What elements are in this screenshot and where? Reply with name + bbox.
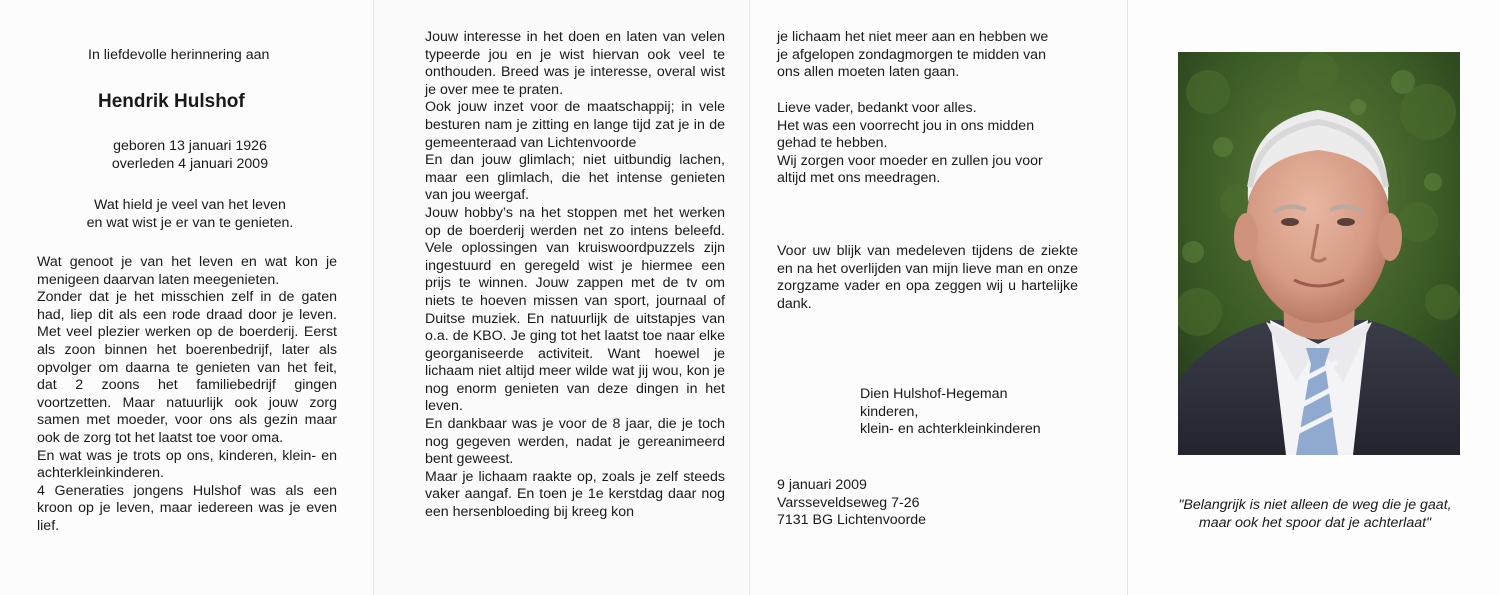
text-line: altijd met ons meedragen.	[777, 170, 941, 187]
card-date: 9 januari 2009	[777, 477, 867, 493]
quote-line: maar ook het spoor dat je achterlaat"	[1198, 515, 1432, 531]
intro-line: In liefdevolle herinnering aan	[88, 47, 270, 63]
paragraph: Ook jouw inzet voor de maatschappij; in vele besturen nam je zitting en lange tijd zat je in de gemeenteraad van Lichtenvoorde	[425, 99, 725, 151]
quote-line: "Belangrijk is niet alleen de weg die je gaat,	[1178, 497, 1452, 513]
signature-block	[860, 386, 1041, 439]
text-line: Wij zorgen voor moeder en zullen jou voor	[777, 152, 1043, 169]
text-line: ons allen moeten laten gaan.	[777, 64, 960, 81]
text-line: je lichaam het niet meer aan en hebben we	[777, 29, 1049, 45]
paragraph: Zonder dat je het misschien zelf in de gaten had, liep dit als een rode draad door je leven. Met veel plezier werken op de boerderij. Eerst als zoon binnen het boerenbedrijf, later als opvolger om daarna te genieten van het feit, dat 2 zoons het familiebedrijf gingen voortzetten. Maar natuurlijk ook jouw zorg samen met moeder, voor ons als gezin maar ook de zorg tot het laatst toe voor oma.	[37, 289, 337, 446]
text-line: Het was een voorrecht jou in ons midden	[777, 117, 1035, 134]
deceased-name: Hendrik Hulshof	[98, 91, 245, 112]
death-date: overleden 4 januari 2009	[111, 156, 269, 172]
fold-line	[373, 0, 374, 595]
paragraph: Jouw interesse in het doen en laten van velen typeerde jou en je wist hiervan ook veel te onthouden. Breed was je interesse, overal wist je over mee te praten.	[425, 29, 725, 98]
thanks-text	[777, 100, 1043, 188]
signature-line: klein- en achterkleinkinderen	[860, 421, 1041, 438]
birth-date: geboren 13 januari 1926	[113, 138, 267, 154]
paragraph: En wat was je trots op ons, kinderen, klein- en achterkleinkinderen.	[37, 447, 337, 482]
text-line: je afgelopen zondagmorgen te midden van	[777, 46, 1046, 63]
paragraph: 4 Generaties jongens Hulshof was als een kroon op je leven, maar iedereen was je even lief.	[37, 482, 337, 534]
text-line: Lieve vader, bedankt voor alles.	[777, 100, 977, 116]
verse-line-1: Wat hield je veel van het leven	[94, 197, 286, 213]
tribute-text-1	[37, 254, 337, 536]
paragraph: Wat genoot je van het leven en wat kon je menigeen daarvan laten meegenieten.	[37, 254, 337, 288]
acknowledgement-text	[777, 243, 1078, 313]
paragraph: Jouw hobby’s na het stoppen met het werken op de boerderij werden net zo intens beleefd. Vele oplossingen van kruiswoordpuzzels zijn ingestuurd en geregeld wist je hiermee een prijs te winnen. Jouw zappen met de tv om niets te hoeven missen van sport, journaal of Duitse muziek. En natuurlijk de uitstapjes van o.a. de KBO. Je ging tot het laatst toe naar elke georganiseerde activiteit. Want hoewel je lichaam niet altijd meer wilde wat jij wou, kon je nog enorm genieten van deze dingen in het leven.	[425, 204, 725, 415]
portrait-photo	[1178, 52, 1460, 455]
paragraph: Maar je lichaam raakte op, zoals je zelf steeds vaker aangaf. En toen je 1e kerstdag daar nog een hersenbloeding bij kreeg kon	[425, 468, 725, 521]
text-line: gehad te hebben.	[777, 135, 888, 152]
tribute-text-2	[425, 29, 725, 522]
closing-quote	[1150, 496, 1480, 532]
address-street: Varsseveldseweg 7-26	[777, 494, 920, 511]
paragraph: En dan jouw glimlach; niet uitbundig lachen, maar een glimlach, die het intense genieten van jou weergaf.	[425, 152, 725, 204]
verse-line-2: en wat wist je er van te genieten.	[86, 215, 294, 231]
signature-line: Dien Hulshof-Hegeman	[860, 386, 1008, 402]
paragraph: Voor uw blijk van medeleven tijdens de ziekte en na het overlijden van mijn lieve man en onze zorgzame vader en opa zeggen wij u hartelijke dank.	[777, 243, 1078, 312]
fold-line	[749, 0, 750, 595]
address-block	[777, 477, 926, 530]
continuation-text	[777, 29, 1048, 82]
fold-line	[1127, 0, 1128, 595]
portrait-photo-icon	[1178, 52, 1460, 455]
address-postal: 7131 BG Lichtenvoorde	[777, 512, 927, 529]
signature-line: kinderen,	[860, 403, 919, 420]
paragraph: En dankbaar was je voor de 8 jaar, die je toch nog gegeven werden, nadat je gereanimeerd bent geweest.	[425, 416, 725, 468]
